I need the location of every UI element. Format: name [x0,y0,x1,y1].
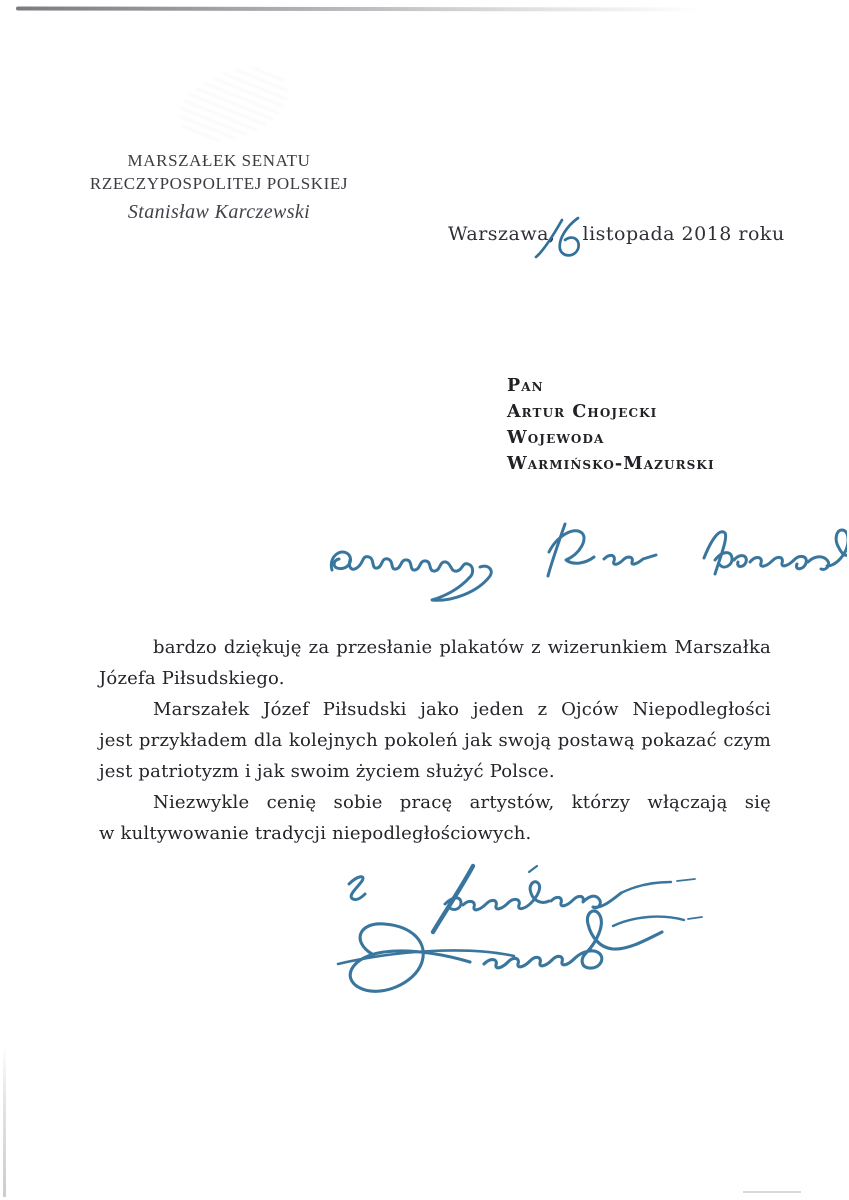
dateline-city: Warszawa, [448,223,556,245]
dateline [448,223,785,245]
embossed-seal-ghost [169,51,299,159]
body-line: Niezwykle cenię sobie pracę artystów, którzy włączają się [153,792,771,813]
dateline-rest: listopada 2018 roku [582,223,785,245]
letterhead-official-name: Stanisław Karczewski [127,201,311,223]
handwritten-signature [328,906,710,1010]
body-line: jest patriotyzm i jak swoim życiem służyć Polsce. [99,761,555,782]
recipient-line-name: Artur Chojecki [507,402,658,422]
letterhead-title-line1: MARSZAŁEK SENATU [127,151,311,170]
handwritten-greeting [322,514,847,614]
letterhead-title-line2: RZECZYPOSPOLITEJ POLSKIEJ [89,174,349,193]
recipient-line-region: Warmińsko-Mazurski [507,454,715,474]
body-line: jest przykładem dla kolejnych pokoleń jak swoją postawą pokazać czym [99,730,771,751]
body-line: Józefa Piłsudskiego. [99,668,285,689]
letterhead [88,149,350,224]
scan-artifact-bottom-edge [743,1191,801,1193]
scan-artifact-left-edge [3,1045,6,1197]
body-line: Marszałek Józef Piłsudski jako jeden z Ojców Niepodległości [153,699,771,720]
body-line: bardzo dziękuję za przesłanie plakatów z wizerunkiem Marszałka [153,637,771,658]
recipient-block [507,373,715,477]
recipient-line-title: Wojewoda [507,428,605,448]
letter-body [99,632,771,849]
handwritten-day-number [532,213,590,261]
recipient-line-salutation: Pan [507,376,544,396]
body-line: w kultywowanie tradycji niepodległościowych. [99,823,532,844]
scan-artifact-top-edge [16,7,700,12]
